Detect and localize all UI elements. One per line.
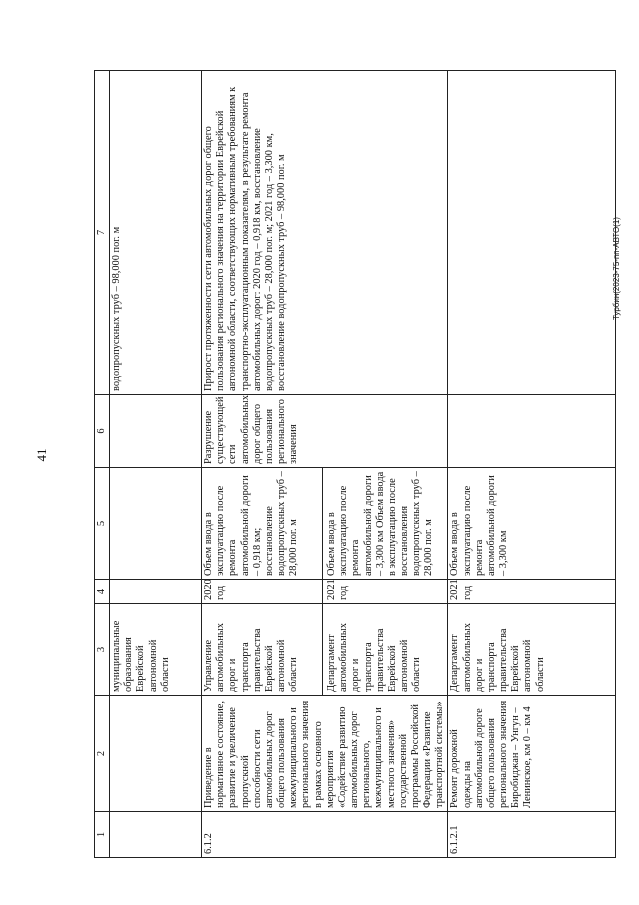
cell-empty xyxy=(110,468,202,580)
table-row xyxy=(448,71,616,858)
document-code: Турбин(2023-75-пп-АВТО(1) xyxy=(612,217,621,320)
result-2020: Объем ввода в эксплуатацию после ремонта автомобильной дороги – 0,918 км; восстановление водопропускных труб – 28,000 пог. м xyxy=(203,471,300,576)
program-table xyxy=(94,70,616,858)
year-2020: 2020 год xyxy=(203,579,227,600)
header-cell: 3 xyxy=(95,604,110,696)
header-cell: 4 xyxy=(95,580,110,604)
cell-result: Объем ввода в эксплуатацию после ремонта автомобильной дороги – 3,300 км xyxy=(448,468,616,580)
cell-name: Приведение в нормативное состояние, развитие и увеличение пропускной способности сети автомобильных дорог общего пользования межмуниципального и регионального значения в рамках основного мероприятия «Содействие развитию автомобильных дорог регионального, межмуниципального и местного значения» государственной программы Российской Федерации «Развитие транспортной системы» xyxy=(202,696,448,812)
header-cell: 7 xyxy=(95,71,110,395)
header-cell: 5 xyxy=(95,468,110,580)
cell-year xyxy=(202,580,448,604)
cell-code: 6.1.2.1 xyxy=(448,812,616,858)
cell-result xyxy=(202,468,448,580)
cell-executor xyxy=(202,604,448,696)
cell-executor: Департамент автомобильных дорог и транспорта правительства Еврейской автономной области xyxy=(448,604,616,696)
table-row xyxy=(110,71,202,858)
rotated-table-wrapper xyxy=(94,70,614,858)
cell-consequence xyxy=(448,395,616,468)
cell-executor: муниципальные образования Еврейской автономной области xyxy=(110,604,202,696)
cell-indicator: Прирост протяженности сети автомобильных дорог общего пользования регионального значения на территории Еврейской автономной области, соответствующих нормативным требованиям к транспортно-эксплуатационным показателям, в результате ремонта автомобильных дорог: 2020 год – 0,918 км, восстановление водопропускных труб – 28,000 пог. м; 2021 год – 3,300 км, восстановление водопропускных труб – 98,000 пог. м xyxy=(202,71,448,395)
header-cell: 2 xyxy=(95,696,110,812)
cell-indicator: водопропускных труб – 98,000 пог. м xyxy=(110,71,202,395)
cell-empty xyxy=(110,696,202,812)
executor-2021: Департамент автомобильных дорог и транспорта правительства Еврейской автономной области xyxy=(322,604,423,695)
cell-empty xyxy=(110,812,202,858)
page-number: 41 xyxy=(34,448,49,462)
cell-empty xyxy=(110,580,202,604)
cell-code: 6.1.2 xyxy=(202,812,448,858)
executor-2020: Управление автомобильных дорог и транспорта правительства Еврейской автономной области xyxy=(203,623,300,692)
cell-indicator xyxy=(448,71,616,395)
year-2021: 2021 год xyxy=(322,580,350,603)
cell-name: Ремонт дорожной одежды на автомобильной дороге общего пользования регионального значения Биробиджан – Унгун – Ленинское, км 0 – км 4 xyxy=(448,696,616,812)
header-cell: 1 xyxy=(95,812,110,858)
cell-empty xyxy=(110,395,202,468)
header-row xyxy=(95,71,110,858)
cell-year: 2021 год xyxy=(448,580,616,604)
table-row xyxy=(202,71,448,858)
cell-consequence: Разрушение существующей сети автомобильных дорог общего пользования регионального значения xyxy=(202,395,448,468)
result-2021: Объем ввода в эксплуатацию после ремонта автомобильной дороги – 3,300 км Объем ввода в эксплуатацию после восстановления водопропускных труб – 28,000 пог. м xyxy=(322,468,436,579)
header-cell: 6 xyxy=(95,395,110,468)
